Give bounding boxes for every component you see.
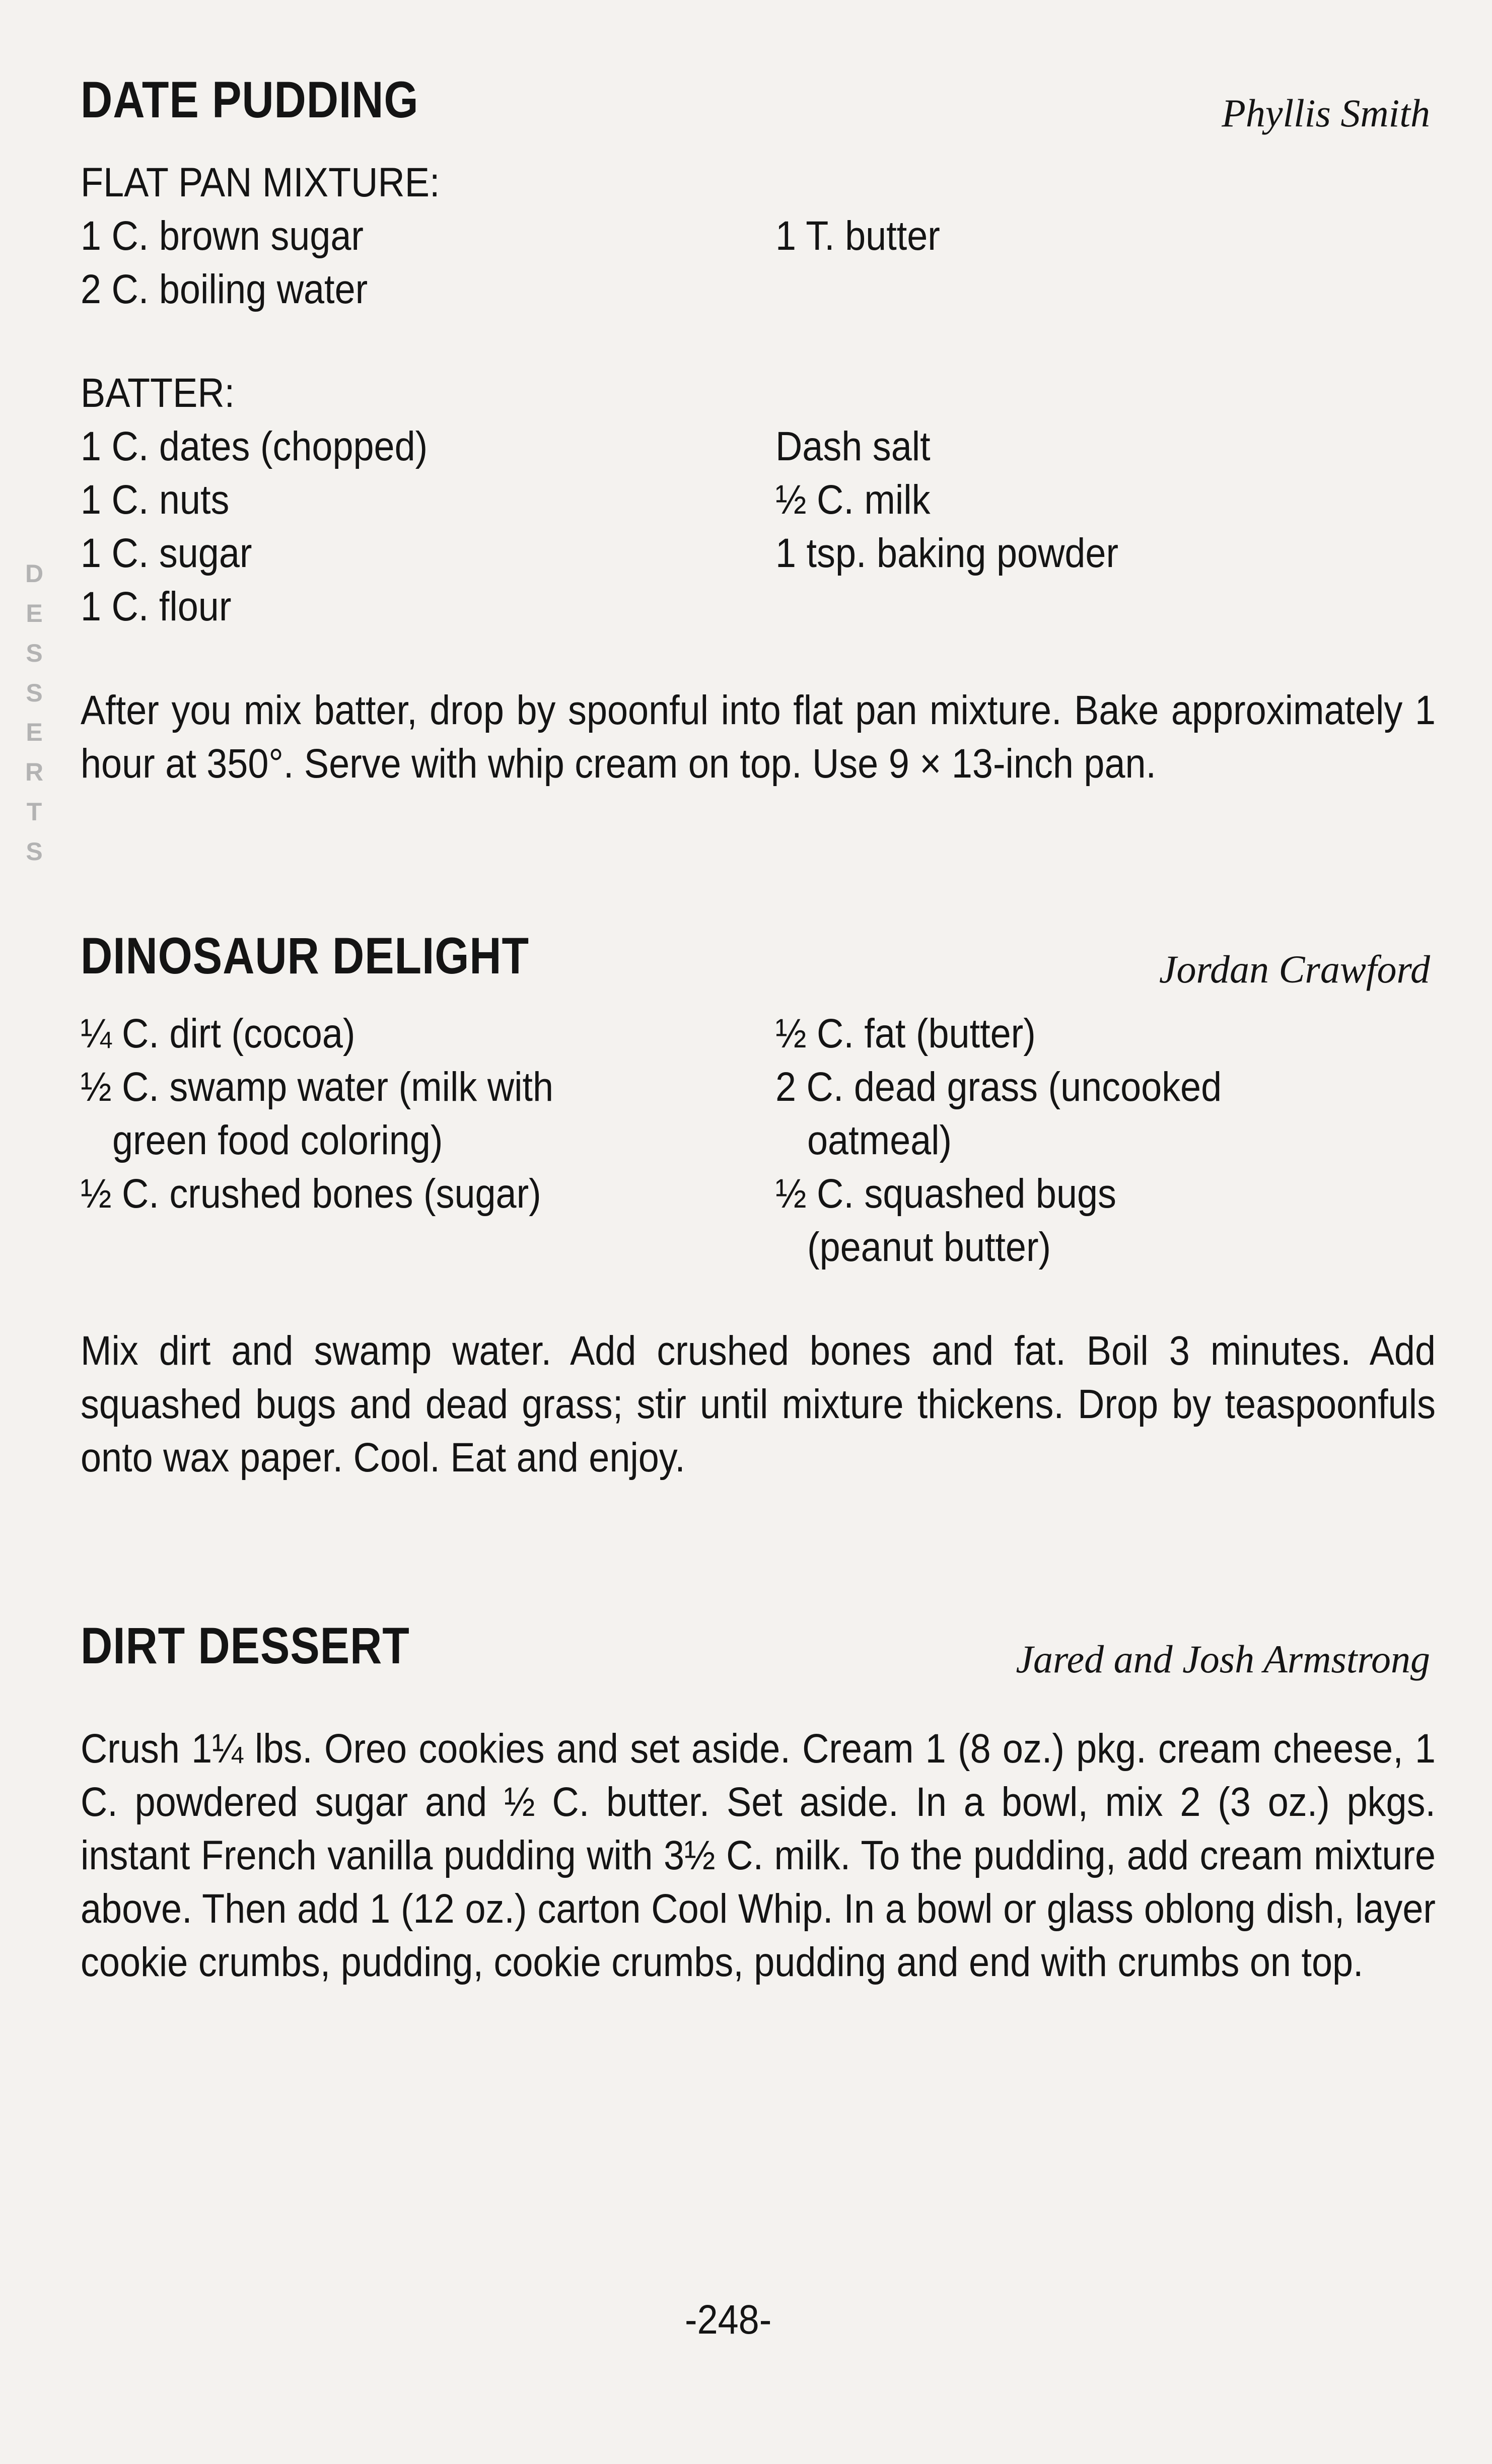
recipe-author: Jared and Josh Armstrong: [1016, 1637, 1430, 1681]
ingredient: ¼ C. dirt (cocoa): [81, 1011, 356, 1057]
section-side-tab: [14, 559, 54, 866]
ingredient: 1 C. sugar: [81, 530, 252, 576]
ingredient-continued: green food coloring): [112, 1117, 443, 1163]
side-tab-letter: D: [25, 559, 44, 588]
side-tab-letter: S: [26, 639, 43, 667]
recipe-directions: Crush 1¼ lbs. Oreo cookies and set aside. Cream 1 (8 oz.) pkg. cream cheese, 1 C. powdered sugar and ½ C. butter. Set aside. In a bowl, mix 2 (3 oz.) pkgs. instant French vanilla pudding with 3½ C. milk. To the pudding, add cream mixture above. Then add 1 (12 oz.) carton Cool Whip. In a bowl or glass oblong dish, layer cookie crumbs, pudding, cookie crumbs, pudding and end with crumbs on top.: [81, 1726, 1436, 1985]
ingredient: Dash salt: [775, 424, 931, 469]
ingredient: ½ C. crushed bones (sugar): [81, 1171, 541, 1217]
recipe-author: Jordan Crawford: [1159, 947, 1430, 991]
flat-pan-label: FLAT PAN MIXTURE:: [81, 160, 440, 205]
recipe-directions: Mix dirt and swamp water. Add crushed bones and fat. Boil 3 minutes. Add squashed bugs and dead grass; stir until mixture thickens. Drop by teaspoonfuls onto wax paper. Cool. Eat and enjoy.: [81, 1328, 1436, 1481]
ingredient: 1 tsp. baking powder: [775, 530, 1119, 576]
side-tab-letter: E: [26, 718, 43, 747]
ingredient: 1 C. brown sugar: [81, 213, 364, 259]
recipe-author: Phyllis Smith: [1222, 91, 1430, 135]
side-tab-letter: E: [26, 599, 43, 627]
ingredient: 2 C. boiling water: [81, 266, 368, 312]
recipe-dirt-dessert: [81, 1616, 1436, 1989]
page-number: -248-: [685, 2297, 772, 2343]
recipe-date-pudding: [81, 71, 1436, 791]
ingredient: ½ C. milk: [775, 477, 931, 523]
recipe-title: DATE PUDDING: [81, 71, 419, 128]
recipe-dinosaur-delight: [81, 927, 1436, 1485]
ingredient: 1 C. flour: [81, 584, 232, 629]
recipe-title: DINOSAUR DELIGHT: [81, 927, 529, 984]
ingredient: 2 C. dead grass (uncooked: [775, 1064, 1222, 1110]
ingredient-continued: (peanut butter): [807, 1224, 1051, 1270]
ingredient-columns: [81, 1007, 1430, 1274]
ingredient: 1 C. nuts: [81, 477, 230, 523]
ingredient: 1 T. butter: [775, 213, 940, 259]
recipe-directions: After you mix batter, drop by spoonful into flat pan mixture. Bake approximately 1 hour at 350°. Serve with whip cream on top. Use 9 × 13-inch pan.: [81, 687, 1436, 787]
ingredient: ½ C. fat (butter): [775, 1011, 1036, 1057]
side-tab-letter: S: [26, 837, 43, 866]
batter-ingredients: [81, 420, 1430, 633]
batter-label: BATTER:: [81, 370, 235, 416]
recipe-title: DIRT DESSERT: [81, 1617, 410, 1674]
side-tab-letter: R: [25, 758, 44, 787]
flat-pan-ingredients: [81, 209, 1430, 316]
ingredient: ½ C. squashed bugs: [775, 1171, 1116, 1217]
side-tab-letter: T: [26, 798, 42, 826]
ingredient: ½ C. swamp water (milk with: [81, 1064, 554, 1110]
ingredient-continued: oatmeal): [807, 1117, 952, 1163]
ingredient: 1 C. dates (chopped): [81, 424, 428, 469]
side-tab-letter: S: [26, 678, 43, 707]
